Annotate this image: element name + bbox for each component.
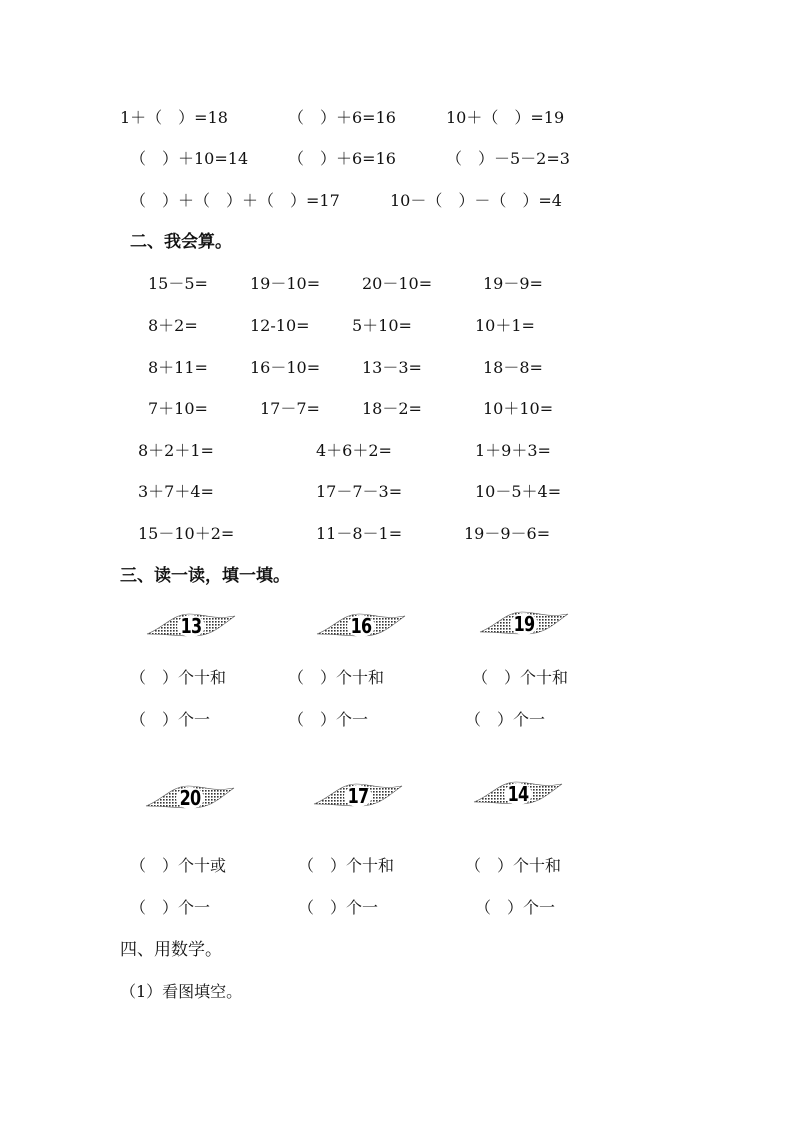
equation: 16－10=	[250, 358, 321, 377]
fill-text: （ ）个一	[475, 898, 556, 917]
fill-text: （ ）个十和	[465, 856, 562, 875]
fill-text: （ ）个十和	[472, 668, 569, 687]
number-badge	[470, 774, 566, 814]
fill-text: （ ）个一	[288, 710, 369, 729]
equation: （ ）－5－2=3	[446, 149, 570, 168]
equation: 7＋10=	[148, 399, 208, 418]
equation: 10－5＋4=	[475, 482, 562, 501]
badge-number: 16	[350, 614, 372, 638]
equation: 15－10＋2=	[138, 524, 235, 543]
fill-text: （ ）个一	[130, 898, 211, 917]
badge-number: 19	[513, 612, 535, 636]
equation: 19－10=	[250, 274, 321, 293]
equation: 10－（ ）－（ ）=4	[390, 191, 562, 210]
equation: 1＋9＋3=	[475, 441, 551, 460]
equation: 3＋7＋4=	[138, 482, 214, 501]
badge-number: 13	[180, 614, 202, 638]
equation: 17－7－3=	[316, 482, 403, 501]
equation: 18－2=	[362, 399, 422, 418]
equation: （ ）＋6=16	[288, 108, 396, 127]
fill-text: （ ）个十和	[298, 856, 395, 875]
section-heading: 二、我会算。	[130, 232, 232, 252]
equation: （ ）＋（ ）＋（ ）=17	[130, 191, 340, 210]
equation: 12-10=	[250, 316, 310, 335]
fill-text: （ ）个十和	[288, 668, 385, 687]
badge-number: 14	[507, 782, 529, 806]
equation: 19－9=	[483, 274, 543, 293]
fill-text: （ ）个一	[298, 898, 379, 917]
number-badge	[310, 776, 406, 816]
number-badge	[476, 604, 572, 644]
badge-number: 17	[347, 784, 369, 808]
section-heading: 三、读一读，填一填。	[120, 566, 290, 586]
number-badge	[143, 606, 239, 646]
equation: 8＋11=	[148, 358, 208, 377]
equation: 20－10=	[362, 274, 433, 293]
equation: 10＋1=	[475, 316, 535, 335]
equation: 10＋（ ）=19	[446, 108, 565, 127]
sub-question: （1）看图填空。	[120, 982, 243, 1001]
number-badge	[313, 606, 409, 646]
equation: 1＋（ ）=18	[120, 108, 228, 127]
equation: 15－5=	[148, 274, 208, 293]
number-badge	[142, 778, 238, 818]
fill-text: （ ）个十和	[130, 668, 227, 687]
equation: 8＋2=	[148, 316, 198, 335]
fill-text: （ ）个一	[465, 710, 546, 729]
equation: 11－8－1=	[316, 524, 403, 543]
equation: 8＋2＋1=	[138, 441, 214, 460]
equation: 18－8=	[483, 358, 543, 377]
equation: 13－3=	[362, 358, 422, 377]
fill-text: （ ）个十或	[130, 856, 227, 875]
badge-number: 20	[179, 786, 201, 810]
equation: （ ）＋6=16	[288, 149, 396, 168]
equation: 17－7=	[260, 399, 320, 418]
equation: 5＋10=	[352, 316, 412, 335]
fill-text: （ ）个一	[130, 710, 211, 729]
equation: 19－9－6=	[464, 524, 551, 543]
section-heading: 四、用数学。	[120, 940, 222, 960]
equation: （ ）＋10=14	[130, 149, 249, 168]
equation: 10＋10=	[483, 399, 554, 418]
equation: 4＋6＋2=	[316, 441, 392, 460]
